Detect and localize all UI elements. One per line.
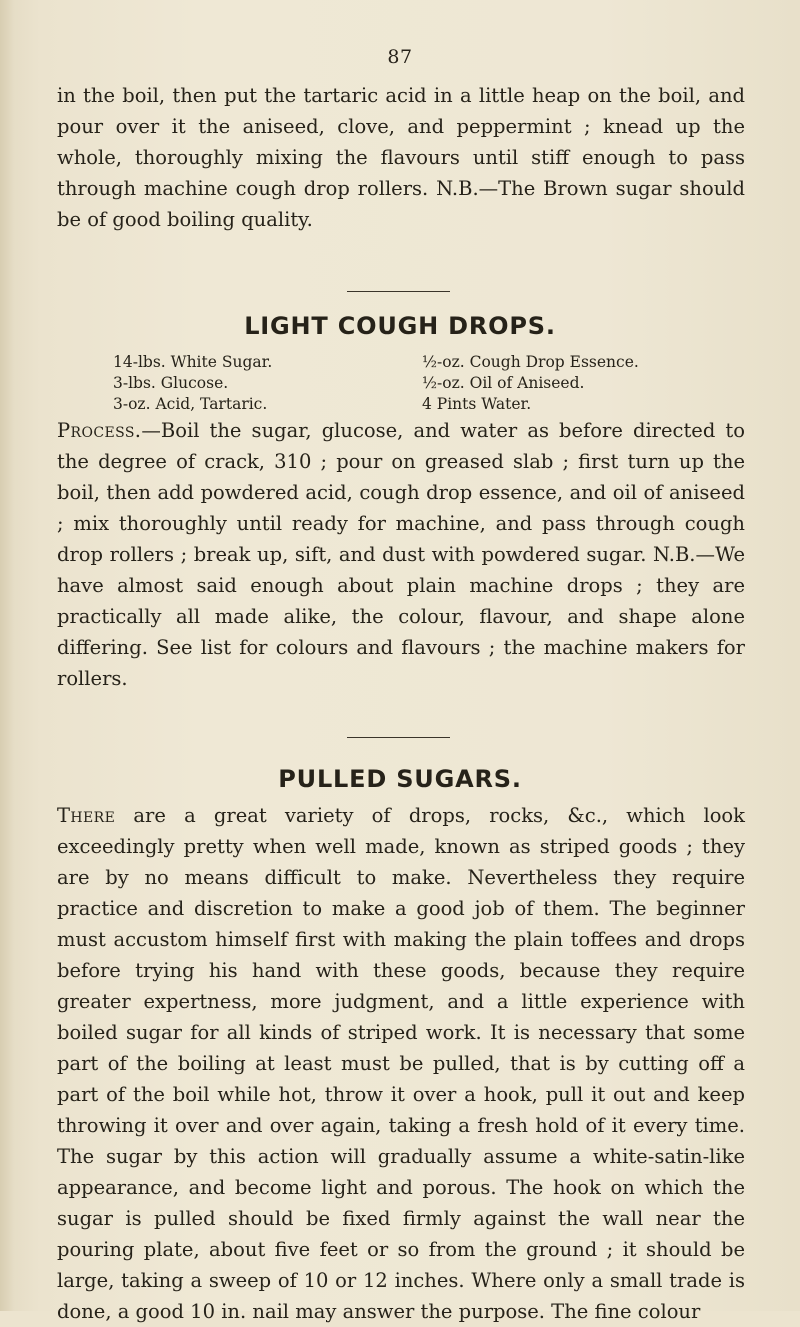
- ingredient-item: 14-lbs. White Sugar.: [113, 353, 273, 371]
- page-number: 87: [387, 46, 413, 68]
- ingredient-item: ½-oz. Cough Drop Essence.: [422, 353, 639, 371]
- ingredients-column-left: [113, 352, 272, 415]
- process-body: —Boil the sugar, glucose, and water as before directed to the degree of crack, 310 ; pour on greased slab ; first turn up the boil, then add powdered acid, cough drop essence, and oil of aniseed ; mix thoroughly until ready for machine, and pass through cough drop rollers ; break up, sift, and dust with powdered sugar. N.B.—We have almost said enough about plain machine drops ; they are practically all made alike, the colour, flavour, and shape alone differing. See list for colours and flavours ; the machine makers for rollers.: [57, 419, 745, 690]
- ingredient-item: 3-lbs. Glucose.: [113, 374, 229, 392]
- ingredient-item: ½-oz. Oil of Aniseed.: [422, 374, 585, 392]
- paragraph-text: [57, 800, 745, 1327]
- paragraph-body: are a great variety of drops, rocks, &c., which look exceedingly pretty when well made, known as striped goods ; they are by no means difficult to make. Nevertheless they require practice and discretion to make a good job of them. The beginner must accustom himself first with making the plain toffees and drops before trying his hand with these goods, because they require greater expertness, more judgment, and a little experience with boiled sugar for all kinds of striped work. It is necessary that some part of the boiling at least must be pulled, that is by cutting off a part of the boil while hot, throw it over a hook, pull it out and keep throwing it over and over again, taking a fresh hold of it every time. The sugar by this action will gradually assume a white-satin-like appearance, and become light and porous. The hook on which the sugar is pulled should be fixed firmly against the wall near the pouring plate, about five feet or so from the ground ; it should be large, taking a sweep of 10 or 12 inches. Where only a small trade is done, a good 10 in. nail may answer the purpose. The fine colour: [57, 804, 745, 1323]
- pulled-sugars-paragraph: [57, 800, 745, 1327]
- paragraph-text: [57, 415, 745, 694]
- paragraph-text: in the boil, then put the tartaric acid in a little heap on the boil, and pour over it the aniseed, clove, and peppermint ; knead up the whole, thoroughly mixing the flavours until stiff enough to pass through machine cough drop rollers. N.B.—The Brown sugar should be of good boiling quality.: [57, 84, 745, 231]
- paragraph-lead-word: There: [57, 804, 116, 827]
- section-divider: [347, 291, 450, 292]
- process-label: Process.: [57, 419, 142, 442]
- section-heading-light-cough-drops: LIGHT COUGH DROPS.: [244, 312, 556, 340]
- process-paragraph: [57, 415, 745, 694]
- ingredients-column-right: [422, 352, 639, 415]
- page-spine-shadow: [0, 0, 14, 1311]
- ingredient-item: 4 Pints Water.: [422, 395, 532, 413]
- continued-paragraph: [57, 80, 745, 235]
- section-divider: [347, 737, 450, 738]
- section-heading-pulled-sugars: PULLED SUGARS.: [278, 765, 522, 793]
- ingredient-item: 3-oz. Acid, Tartaric.: [113, 395, 268, 413]
